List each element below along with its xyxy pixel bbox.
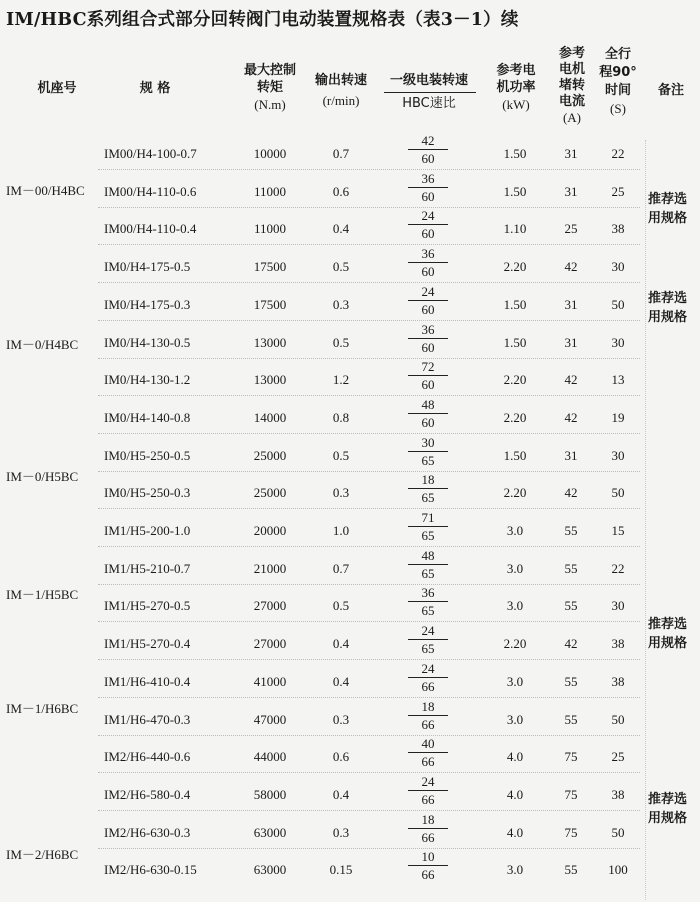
ratio-fraction bbox=[408, 246, 448, 279]
ratio-fraction bbox=[408, 322, 448, 355]
ratio-numerator: 72 bbox=[408, 359, 448, 376]
power-cell: 2.20 bbox=[503, 259, 527, 275]
spec-cell: IM0/H4-140-0.8 bbox=[104, 409, 191, 425]
recommend-note bbox=[648, 190, 696, 228]
ratio-fraction bbox=[408, 171, 448, 204]
spec-cell: IM0/H4-130-0.5 bbox=[104, 334, 191, 350]
speed-cell: 0.6 bbox=[332, 749, 350, 765]
current-cell: 55 bbox=[564, 711, 578, 727]
power-cell: 2.20 bbox=[503, 372, 527, 388]
ratio-denominator: 65 bbox=[421, 490, 435, 506]
power-cell: 3.0 bbox=[506, 711, 524, 727]
header-current-line4: 电流 bbox=[558, 94, 585, 109]
ratio-numerator: 36 bbox=[408, 246, 448, 263]
torque-cell: 17500 bbox=[253, 259, 287, 275]
current-cell: 55 bbox=[564, 598, 578, 614]
header-power-line1: 参考电 bbox=[496, 63, 536, 78]
base-label: IM－1/H6BC bbox=[6, 701, 79, 716]
row-divider bbox=[98, 546, 640, 547]
time-cell: 38 bbox=[611, 636, 625, 652]
header-current-unit: (A) bbox=[562, 110, 582, 125]
current-cell: 75 bbox=[564, 749, 578, 765]
torque-cell: 27000 bbox=[253, 598, 287, 614]
row-divider bbox=[98, 772, 640, 773]
torque-cell: 44000 bbox=[253, 749, 287, 765]
time-cell: 50 bbox=[611, 824, 625, 840]
ratio-fraction bbox=[408, 208, 448, 241]
torque-cell: 21000 bbox=[253, 560, 287, 576]
torque-cell: 27000 bbox=[253, 636, 287, 652]
ratio-denominator: 65 bbox=[421, 603, 435, 619]
recommend-note-line1: 推荐选 bbox=[648, 792, 688, 807]
ratio-fraction bbox=[408, 661, 448, 694]
ratio-numerator: 30 bbox=[408, 435, 448, 452]
time-cell: 25 bbox=[611, 749, 625, 765]
ratio-fraction bbox=[408, 849, 448, 882]
header-time-unit: (S) bbox=[610, 101, 626, 116]
current-cell: 42 bbox=[564, 372, 578, 388]
current-cell: 55 bbox=[564, 523, 578, 538]
row-divider bbox=[98, 471, 640, 472]
ratio-fraction bbox=[408, 510, 448, 543]
header-torque-line2: 转矩 bbox=[256, 80, 283, 95]
power-cell: 2.20 bbox=[503, 636, 527, 652]
power-cell: 3.0 bbox=[506, 862, 524, 878]
recommend-note-line2: 用规格 bbox=[648, 310, 688, 325]
current-cell: 55 bbox=[564, 673, 578, 689]
spec-cell: IM2/H6-440-0.6 bbox=[104, 749, 191, 765]
header-speed bbox=[308, 72, 374, 109]
power-cell: 2.20 bbox=[503, 485, 527, 501]
header-torque bbox=[224, 62, 316, 113]
ratio-fraction bbox=[408, 774, 448, 807]
spec-cell: IM2/H6-580-0.4 bbox=[104, 786, 191, 802]
recommend-note bbox=[648, 615, 696, 653]
ratio-numerator: 71 bbox=[408, 510, 448, 527]
column-divider-note bbox=[645, 140, 646, 900]
recommend-note-line2: 用规格 bbox=[648, 211, 688, 226]
recommend-note-line2: 用规格 bbox=[648, 811, 688, 826]
ratio-fraction bbox=[408, 133, 448, 166]
header-speed-line1: 输出转速 bbox=[314, 73, 367, 88]
row-divider bbox=[98, 848, 640, 849]
ratio-numerator: 24 bbox=[408, 661, 448, 678]
ratio-fraction bbox=[408, 623, 448, 656]
speed-cell: 0.3 bbox=[332, 711, 350, 727]
time-cell: 50 bbox=[611, 711, 625, 727]
torque-cell: 13000 bbox=[253, 372, 287, 388]
ratio-numerator: 24 bbox=[408, 774, 448, 791]
torque-cell: 13000 bbox=[253, 334, 287, 350]
spec-cell: IM0/H5-250-0.5 bbox=[104, 447, 191, 463]
ratio-denominator: 66 bbox=[421, 829, 435, 845]
ratio-fraction bbox=[408, 472, 448, 505]
spec-cell: IM2/H6-630-0.3 bbox=[104, 824, 191, 840]
spec-cell: IM00/H4-100-0.7 bbox=[104, 146, 197, 161]
torque-cell: 63000 bbox=[253, 862, 287, 878]
time-cell: 25 bbox=[611, 183, 625, 199]
ratio-numerator: 18 bbox=[408, 812, 448, 829]
row-divider bbox=[98, 395, 640, 396]
row-divider bbox=[98, 433, 640, 434]
ratio-numerator: 18 bbox=[408, 699, 448, 716]
recommend-note-line1: 推荐选 bbox=[648, 291, 688, 306]
header-time bbox=[594, 46, 642, 118]
row-divider bbox=[98, 659, 640, 660]
ratio-denominator: 66 bbox=[421, 678, 435, 694]
torque-cell: 58000 bbox=[253, 786, 287, 802]
ratio-numerator: 40 bbox=[408, 736, 448, 753]
ratio-fraction bbox=[408, 548, 448, 581]
torque-cell: 25000 bbox=[253, 447, 287, 463]
ratio-fraction bbox=[408, 397, 448, 430]
current-cell: 75 bbox=[564, 824, 578, 840]
ratio-numerator: 10 bbox=[408, 849, 448, 866]
ratio-denominator: 66 bbox=[421, 716, 435, 732]
ratio-denominator: 60 bbox=[421, 301, 435, 317]
row-divider bbox=[98, 244, 640, 245]
row-divider bbox=[98, 697, 640, 698]
speed-cell: 0.5 bbox=[332, 598, 350, 614]
spec-cell: IM0/H4-130-1.2 bbox=[104, 372, 191, 388]
base-label: IM－00/H4BC bbox=[6, 183, 85, 198]
ratio-numerator: 48 bbox=[408, 548, 448, 565]
torque-cell: 17500 bbox=[253, 296, 287, 312]
header-torque-line1: 最大控制 bbox=[243, 63, 296, 78]
power-cell: 3.0 bbox=[506, 560, 524, 576]
ratio-fraction bbox=[408, 736, 448, 769]
spec-cell: IM1/H5-210-0.7 bbox=[104, 560, 191, 576]
spec-cell: IM1/H5-270-0.4 bbox=[104, 636, 191, 652]
ratio-denominator: 65 bbox=[421, 452, 435, 468]
time-cell: 22 bbox=[611, 560, 625, 576]
header-ratio-top: 一级电装转速 bbox=[389, 73, 468, 88]
torque-cell: 11000 bbox=[253, 183, 287, 199]
header-power-unit: (kW) bbox=[502, 97, 530, 112]
header-power-line2: 机功率 bbox=[496, 80, 536, 95]
ratio-denominator: 60 bbox=[421, 264, 435, 280]
current-cell: 55 bbox=[564, 560, 578, 576]
current-cell: 42 bbox=[564, 409, 578, 425]
speed-cell: 1.0 bbox=[332, 523, 350, 538]
torque-cell: 63000 bbox=[253, 824, 287, 840]
current-cell: 31 bbox=[564, 334, 578, 350]
row-divider bbox=[98, 621, 640, 622]
ratio-denominator: 65 bbox=[421, 528, 435, 543]
current-cell: 31 bbox=[564, 146, 578, 161]
ratio-denominator: 65 bbox=[421, 641, 435, 657]
header-power bbox=[486, 62, 546, 113]
speed-cell: 0.7 bbox=[332, 560, 350, 576]
torque-cell: 41000 bbox=[253, 673, 287, 689]
base-label: IM－0/H4BC bbox=[6, 337, 79, 352]
recommend-note-line1: 推荐选 bbox=[648, 617, 688, 632]
spec-cell: IM0/H4-175-0.3 bbox=[104, 296, 191, 312]
current-cell: 31 bbox=[564, 447, 578, 463]
current-cell: 75 bbox=[564, 786, 578, 802]
time-cell: 19 bbox=[611, 409, 625, 425]
current-cell: 55 bbox=[564, 862, 578, 878]
spec-cell: IM0/H4-175-0.5 bbox=[104, 259, 191, 275]
current-cell: 31 bbox=[564, 183, 578, 199]
ratio-numerator: 36 bbox=[408, 585, 448, 602]
spec-cell: IM1/H6-470-0.3 bbox=[104, 711, 191, 727]
time-cell: 13 bbox=[611, 372, 625, 388]
torque-cell: 25000 bbox=[253, 485, 287, 501]
ratio-denominator: 60 bbox=[421, 226, 435, 242]
speed-cell: 0.3 bbox=[332, 485, 350, 501]
time-cell: 22 bbox=[611, 146, 625, 161]
row-divider bbox=[98, 508, 640, 509]
ratio-denominator: 60 bbox=[421, 151, 435, 166]
power-cell: 1.50 bbox=[503, 146, 527, 161]
base-label: IM－2/H6BC bbox=[6, 847, 79, 862]
ratio-numerator: 18 bbox=[408, 472, 448, 489]
torque-cell: 20000 bbox=[253, 523, 287, 538]
spec-cell: IM2/H6-630-0.15 bbox=[104, 862, 197, 878]
torque-cell: 47000 bbox=[253, 711, 287, 727]
speed-cell: 0.4 bbox=[332, 673, 350, 689]
spec-cell: IM1/H5-270-0.5 bbox=[104, 598, 191, 614]
ratio-denominator: 60 bbox=[421, 339, 435, 355]
recommend-note-line1: 推荐选 bbox=[648, 192, 688, 207]
torque-cell: 11000 bbox=[253, 221, 287, 237]
speed-cell: 0.4 bbox=[332, 221, 350, 237]
current-cell: 31 bbox=[564, 296, 578, 312]
row-divider bbox=[98, 169, 640, 170]
ratio-denominator: 66 bbox=[421, 867, 435, 883]
time-cell: 30 bbox=[611, 259, 625, 275]
recommend-note-line2: 用规格 bbox=[648, 636, 688, 651]
ratio-numerator: 42 bbox=[408, 133, 448, 150]
power-cell: 1.50 bbox=[503, 183, 527, 199]
power-cell: 3.0 bbox=[506, 523, 524, 538]
time-cell: 15 bbox=[611, 523, 625, 538]
ratio-denominator: 60 bbox=[421, 377, 435, 393]
row-divider bbox=[98, 320, 640, 321]
header-torque-unit: (N.m) bbox=[254, 97, 286, 112]
speed-cell: 0.5 bbox=[332, 334, 350, 350]
time-cell: 38 bbox=[611, 673, 625, 689]
time-cell: 100 bbox=[608, 862, 628, 878]
speed-cell: 0.3 bbox=[332, 824, 350, 840]
speed-cell: 0.5 bbox=[332, 447, 350, 463]
power-cell: 4.0 bbox=[506, 824, 524, 840]
ratio-numerator: 48 bbox=[408, 397, 448, 414]
power-cell: 1.50 bbox=[503, 447, 527, 463]
row-divider bbox=[98, 207, 640, 208]
spec-cell: IM00/H4-110-0.4 bbox=[104, 221, 197, 237]
power-cell: 3.0 bbox=[506, 598, 524, 614]
power-cell: 1.50 bbox=[503, 296, 527, 312]
ratio-numerator: 36 bbox=[408, 322, 448, 339]
spec-cell: IM1/H5-200-1.0 bbox=[104, 523, 191, 538]
header-ratio-bottom: HBC速比 bbox=[402, 96, 456, 111]
row-divider bbox=[98, 735, 640, 736]
spec-cell: IM1/H6-410-0.4 bbox=[104, 673, 191, 689]
ratio-denominator: 60 bbox=[421, 188, 435, 204]
header-spec: 规 格 bbox=[139, 81, 171, 96]
header-ratio-divider bbox=[384, 92, 476, 93]
time-cell: 30 bbox=[611, 447, 625, 463]
header-base: 机座号 bbox=[37, 81, 77, 96]
row-divider bbox=[98, 358, 640, 359]
speed-cell: 0.4 bbox=[332, 636, 350, 652]
time-cell: 38 bbox=[611, 221, 625, 237]
time-cell: 30 bbox=[611, 334, 625, 350]
speed-cell: 0.8 bbox=[332, 409, 350, 425]
header-time-line1: 全行 bbox=[604, 47, 631, 62]
header-current-line2: 电机 bbox=[558, 62, 585, 77]
power-cell: 4.0 bbox=[506, 749, 524, 765]
time-cell: 50 bbox=[611, 485, 625, 501]
header-current bbox=[552, 46, 592, 126]
speed-cell: 0.4 bbox=[332, 786, 350, 802]
torque-cell: 14000 bbox=[253, 409, 287, 425]
row-divider bbox=[98, 282, 640, 283]
time-cell: 30 bbox=[611, 598, 625, 614]
row-divider bbox=[98, 584, 640, 585]
current-cell: 42 bbox=[564, 636, 578, 652]
time-cell: 50 bbox=[611, 296, 625, 312]
speed-cell: 0.6 bbox=[332, 183, 350, 199]
ratio-denominator: 66 bbox=[421, 754, 435, 770]
speed-cell: 1.2 bbox=[332, 372, 350, 388]
power-cell: 1.50 bbox=[503, 334, 527, 350]
ratio-numerator: 24 bbox=[408, 623, 448, 640]
header-time-line3: 时间 bbox=[604, 83, 631, 98]
base-label: IM－1/H5BC bbox=[6, 587, 79, 602]
speed-cell: 0.7 bbox=[332, 146, 350, 161]
ratio-fraction bbox=[408, 699, 448, 732]
recommend-note bbox=[648, 289, 696, 327]
spec-cell: IM0/H5-250-0.3 bbox=[104, 485, 191, 501]
recommend-note bbox=[648, 790, 696, 828]
row-divider bbox=[98, 810, 640, 811]
ratio-numerator: 36 bbox=[408, 171, 448, 188]
ratio-denominator: 60 bbox=[421, 414, 435, 430]
ratio-numerator: 24 bbox=[408, 284, 448, 301]
page-title: IM/HBC系列组合式部分回转阀门电动装置规格表（表3－1）续 bbox=[6, 10, 519, 30]
power-cell: 2.20 bbox=[503, 409, 527, 425]
ratio-fraction bbox=[408, 812, 448, 845]
ratio-fraction bbox=[408, 585, 448, 618]
ratio-numerator: 24 bbox=[408, 208, 448, 225]
header-speed-unit: (r/min) bbox=[322, 93, 360, 108]
current-cell: 25 bbox=[564, 221, 578, 237]
header-time-line2: 程90° bbox=[599, 65, 637, 80]
time-cell: 38 bbox=[611, 786, 625, 802]
torque-cell: 10000 bbox=[253, 146, 287, 161]
header-current-line3: 堵转 bbox=[558, 78, 585, 93]
current-cell: 42 bbox=[564, 485, 578, 501]
ratio-fraction bbox=[408, 359, 448, 392]
ratio-denominator: 66 bbox=[421, 791, 435, 807]
power-cell: 4.0 bbox=[506, 786, 524, 802]
speed-cell: 0.3 bbox=[332, 296, 350, 312]
header-current-line1: 参考 bbox=[558, 46, 585, 61]
power-cell: 1.10 bbox=[503, 221, 527, 237]
ratio-denominator: 65 bbox=[421, 565, 435, 581]
base-label: IM－0/H5BC bbox=[6, 469, 79, 484]
ratio-fraction bbox=[408, 284, 448, 317]
ratio-fraction bbox=[408, 435, 448, 468]
spec-cell: IM00/H4-110-0.6 bbox=[104, 183, 197, 199]
power-cell: 3.0 bbox=[506, 673, 524, 689]
speed-cell: 0.5 bbox=[332, 259, 350, 275]
header-note: 备注 bbox=[657, 83, 684, 98]
current-cell: 42 bbox=[564, 259, 578, 275]
speed-cell: 0.15 bbox=[329, 862, 353, 878]
